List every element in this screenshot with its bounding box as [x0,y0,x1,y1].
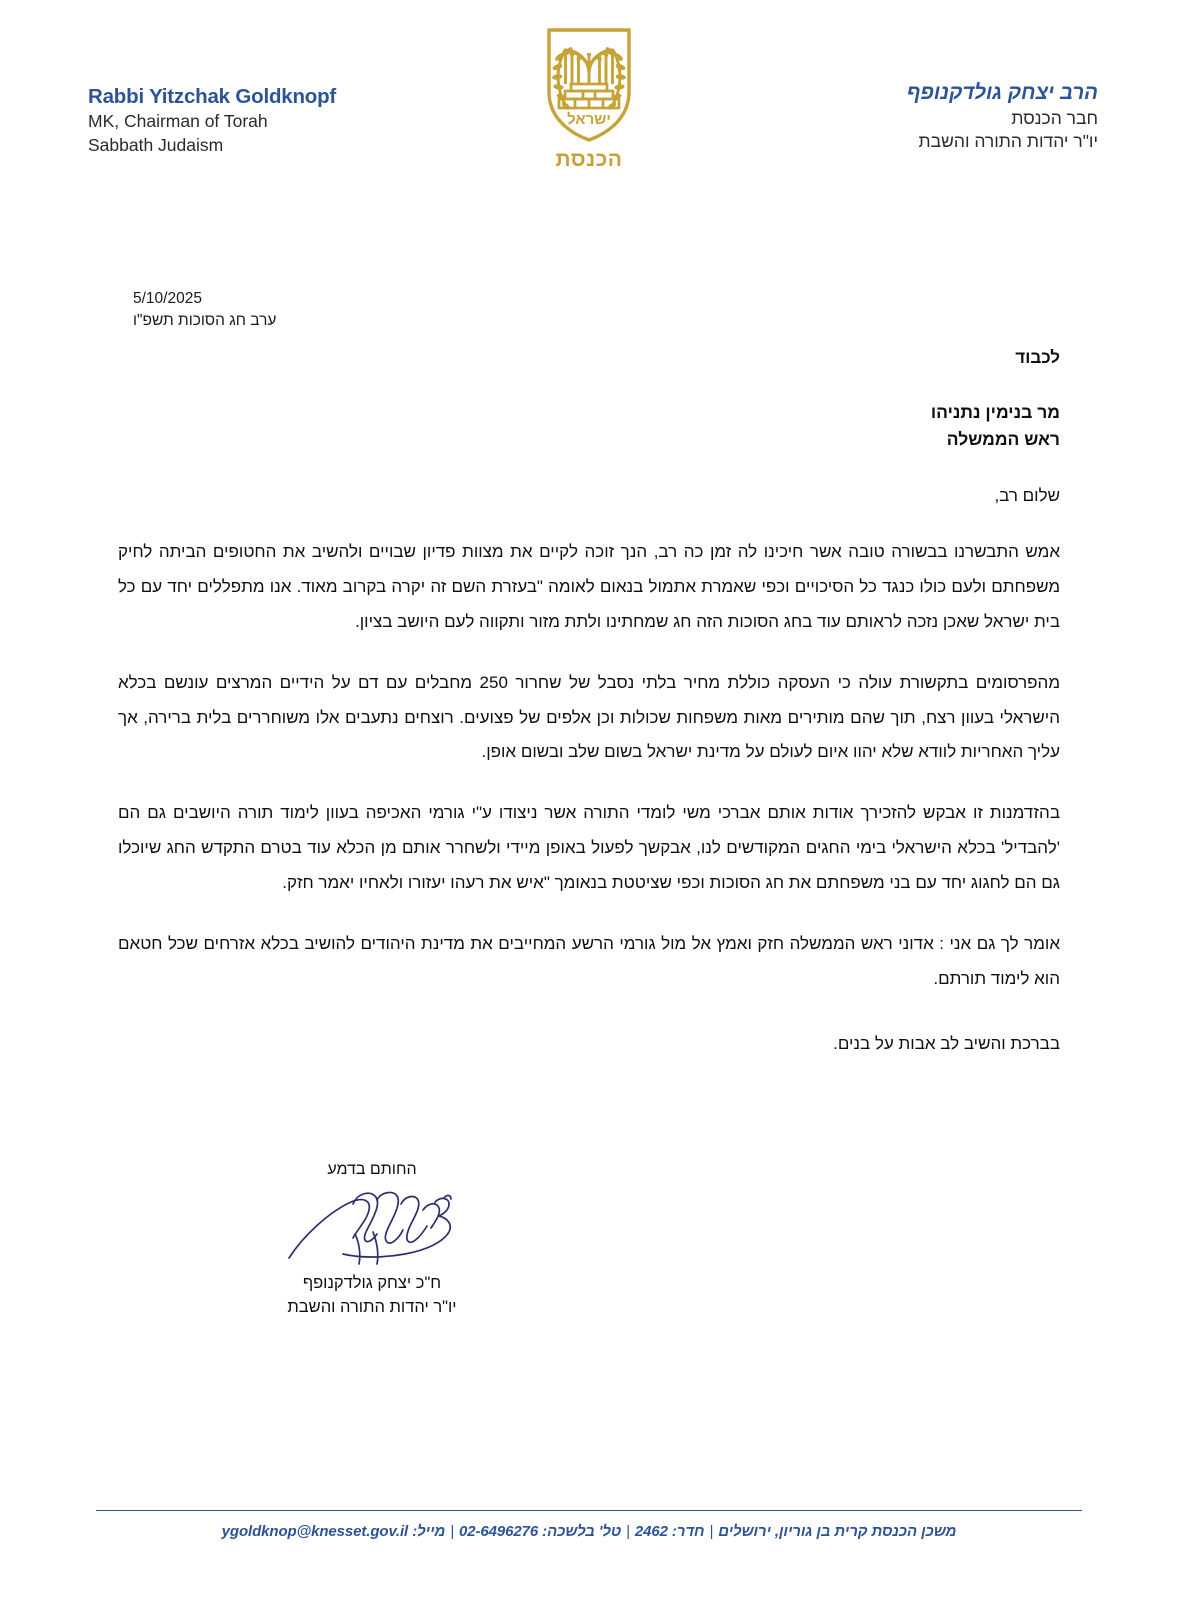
paragraph-3: בהזדמנות זו אבקש להזכירך אודות אותם אברכי משי לומדי התורה אשר ניצודו ע"י גורמי האכיפה בעוון לימוד תורה היושבים גם הם 'להבדיל' בכלא הישראלי בימי החגים המקודשים לנו, אבקשך לפעול באופן מיידי ולשחרר אותם מן הכלא עוד בטרם התקדש החג שיוכלו גם הם לחגוג יחד עם בני משפחתם את חג הסוכות וכפי שציטטת בנאומך "איש את רעהו יעזורו ולאחיו יאמר חזק. [118,803,1060,892]
paragraph-1: אמש התבשרנו בבשורה טובה אשר חיכינו לה זמן כה רב, הנך זוכה לקיים את מצוות פדיון שבויים ולהשיב את החטופים הביתה לחיק משפחתם ולעם כולו כנגד כל הסיכויים וכפי שאמרת אתמול בנאום לאומה "בעזרת השם זה יקרה בקרוב מאוד. אנו מתפללים יחד עם כל בית ישראל שאכן נזכה לראותם עוד בחג הסוכות הזה חג שמחתינו ולתת מזור ותקווה לעם היושב בציון. [118,542,1060,631]
signature-above-text: החותם בדמע [327,1161,417,1178]
letterhead-english-role-line1: MK, Chairman of Torah [88,111,268,132]
signature-title: יו"ר יהדות התורה והשבת [287,1297,457,1316]
date-block [133,288,276,333]
israel-state-emblem-menorah-icon [535,24,643,146]
footer-separator-1: | [709,1523,714,1540]
date-gregorian: 5/10/2025 [133,290,202,307]
letterhead-hebrew-name: הרב יצחק גולדקנופף [906,81,1098,104]
footer-divider [96,1510,1082,1511]
footer [0,1510,1178,1540]
signature-name: ח"כ יצחק גולדקנופף [302,1274,442,1292]
letterhead-hebrew-role-line1: חבר הכנסת [1011,107,1098,128]
letter-body [118,345,1060,1061]
emblem-caption: הכנסת [555,148,623,171]
letterhead-english-block [88,84,336,157]
footer-email-value[interactable]: ygoldknop@knesset.gov.il [221,1523,409,1540]
footer-room-label: חדר: [671,1523,705,1540]
letterhead-hebrew-role-line2: יו"ר יהדות התורה והשבת [918,131,1098,152]
signature-image [222,1184,522,1272]
letterhead-english-role-line2: Sabbath Judaism [88,134,224,155]
closing-blessing: בברכת והשיב לב אבות על בנים. [833,1033,1060,1053]
letterhead-hebrew-block [907,80,1098,154]
footer-contact-line [96,1523,1082,1540]
paragraph-2: מהפרסומים בתקשורת עולה כי העסקה כוללת מחיר בלתי נסבל של שחרור 250 מחבלים עם דם על הידיים המרצים עונשם בכלא הישראלי בעוון רצח, תוך שהם מותירים מאות משפחות שכולות וכן אלפים של פצועים. רוצחים נתעבים אלו משוחררים בלית ברירה, אך עליך האחריות לוודא שלא יהוו איום לעולם על מדינת ישראל בשום שלב ובשום אופן. [118,672,1060,762]
paragraph-4: אומר לך גם אני : אדוני ראש הממשלה חזק ואמץ אל מול גורמי הרשע המחייבים את מדינת היהודים להושיב בכלא אזרחים שכל חטאם הוא לימוד תורתם. [118,933,1060,988]
footer-phone-label: טל' בלשכה: [542,1523,622,1540]
handwritten-signature-icon [277,1184,467,1270]
emblem-shield-text: ישראל [567,111,611,128]
footer-separator-2: | [626,1523,630,1540]
date-hebrew: ערב חג הסוכות תשפ"ו [133,312,277,330]
footer-address: משכן הכנסת קרית בן גוריון, ירושלים [718,1523,957,1540]
footer-mail-label: מייל: [412,1523,446,1540]
footer-phone-value: 02-6496276 [459,1523,539,1540]
signature-block [222,1158,522,1320]
footer-room-value: 2462 [634,1523,668,1540]
knesset-emblem [523,24,655,172]
letterhead [0,0,1178,200]
addressee-title: ראש הממשלה [946,428,1060,449]
letterhead-english-name: Rabbi Yitzchak Goldknopf [88,85,337,108]
footer-separator-3: | [450,1523,455,1540]
to-label: לכבוד [1015,348,1060,367]
salutation: שלום רב, [994,485,1060,505]
addressee-name: מר בנימין נתניהו [930,401,1060,422]
